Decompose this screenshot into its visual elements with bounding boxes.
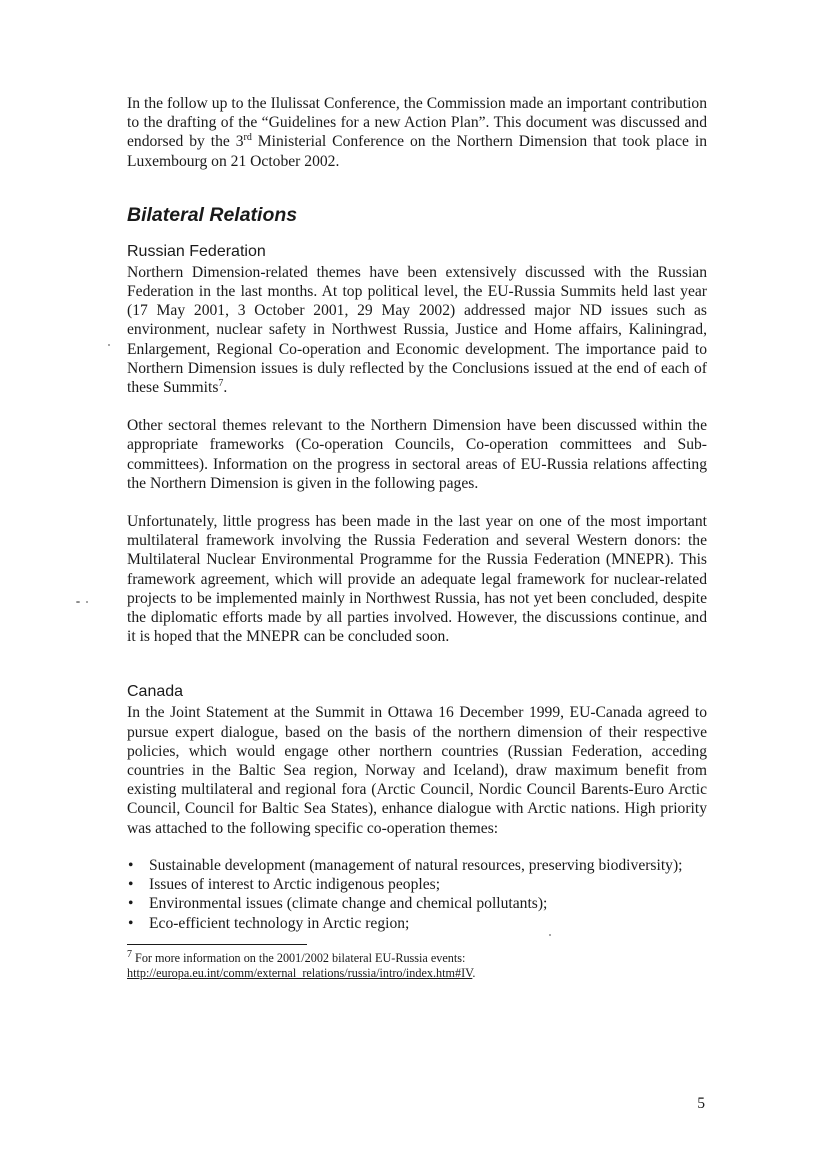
scan-speck [108, 344, 110, 346]
list-item-text: Issues of interest to Arctic indigenous peoples; [149, 876, 441, 894]
ordinal-suffix: rd [243, 132, 252, 144]
list-item-text: Sustainable development (management of natural resources, preserving biodiversity); [149, 856, 683, 874]
list-item [127, 894, 707, 913]
bullet-icon: • [128, 914, 134, 932]
subheading-canada: Canada [127, 683, 184, 701]
list-item [127, 914, 707, 933]
scan-speck [86, 601, 88, 603]
bullet-icon: • [128, 895, 134, 913]
footnote-link-end: . [472, 966, 476, 981]
footnote-divider [127, 944, 307, 945]
russia-paragraph-1-end: . [223, 379, 228, 397]
subheading-russian-federation: Russian Federation [127, 242, 266, 260]
section-heading-bilateral-relations: Bilateral Relations [127, 203, 298, 226]
russia-paragraph-2: Other sectoral themes relevant to the Northern Dimension have been discussed within the appropriate frameworks (Co-operation Councils, Co-operation committees and Sub-committees). Information on the progress in sectoral areas of EU-Russia relations affecting the Northern Dimension is given in the following pages. [127, 417, 707, 492]
page-number: 5 [697, 1095, 705, 1112]
list-item-text: Eco-efficient technology in Arctic region; [149, 914, 410, 932]
cooperation-themes-list [127, 856, 707, 933]
bullet-icon: • [128, 856, 134, 874]
footnote-reference-7[interactable]: 7 [218, 377, 224, 389]
russia-paragraph-1-text: Northern Dimension-related themes have been extensively discussed with the Russian Federation in the last months. At top political level, the EU-Russia Summits held last year (17 May 2001, 3 October 2001, 29 May 2002) addressed major ND issues such as environment, nuclear safety in Northwest Russia, Justice and Home affairs, Kaliningrad, Enlargement, Regional Co-operation and Economic development. The importance paid to Northern Dimension issues is duly reflected by the Conclusions issued at the end of each of these Summits [127, 263, 707, 397]
page-content [127, 94, 707, 982]
list-item [127, 856, 707, 875]
canada-paragraph: In the Joint Statement at the Summit in Ottawa 16 December 1999, EU-Canada agreed to pursue expert dialogue, based on the basis of the northern dimension of their respective policies, which would engage other northern countries (Russian Federation, acceding countries in the Baltic Sea region, Norway and Iceland), draw maximum benefit from existing multilateral and regional fora (Arctic Council, Nordic Council Barents-Euro Arctic Council, Council for Baltic Sea States), enhance dialogue with Arctic nations. High priority was attached to the following specific co-operation themes: [127, 704, 707, 837]
bullet-icon: • [128, 876, 134, 894]
russia-paragraph-3: Unfortunately, little progress has been made in the last year on one of the most important multilateral framework involving the Russia Federation and several Western donors: the Multilateral Nuclear Environmental Programme for the Russia Federation (MNEPR). This framework agreement, which will provide an adequate legal framework for nuclear-related projects to be implemented mainly in Northwest Russia, has not yet been concluded, despite the diplomatic efforts made by all parties involved. However, the discussions continue, and it is hoped that the MNEPR can be concluded soon. [127, 513, 707, 646]
intro-paragraph [127, 94, 707, 171]
scan-speck [549, 934, 551, 936]
footnote-link[interactable]: http://europa.eu.int/comm/external_relations/russia/intro/index.htm#IV [127, 966, 473, 981]
list-item [127, 875, 707, 894]
footnote-text: For more information on the 2001/2002 bilateral EU-Russia events: [132, 950, 466, 965]
intro-text-end: Ministerial Conference on the Northern Dimension that took place in Luxembourg on 21 October 2002. [127, 133, 707, 170]
scan-speck [76, 601, 80, 603]
footnote-number: 7 [127, 948, 132, 960]
footnote [127, 948, 707, 982]
list-item-text: Environmental issues (climate change and chemical pollutants); [149, 895, 548, 913]
russia-paragraph-1 [127, 263, 707, 397]
intro-text: In the follow up to the Ilulissat Conference, the Commission made an important contribution to the drafting of the “Guidelines for a new Action Plan”. This document was discussed and endorsed by the 3 [127, 95, 707, 151]
